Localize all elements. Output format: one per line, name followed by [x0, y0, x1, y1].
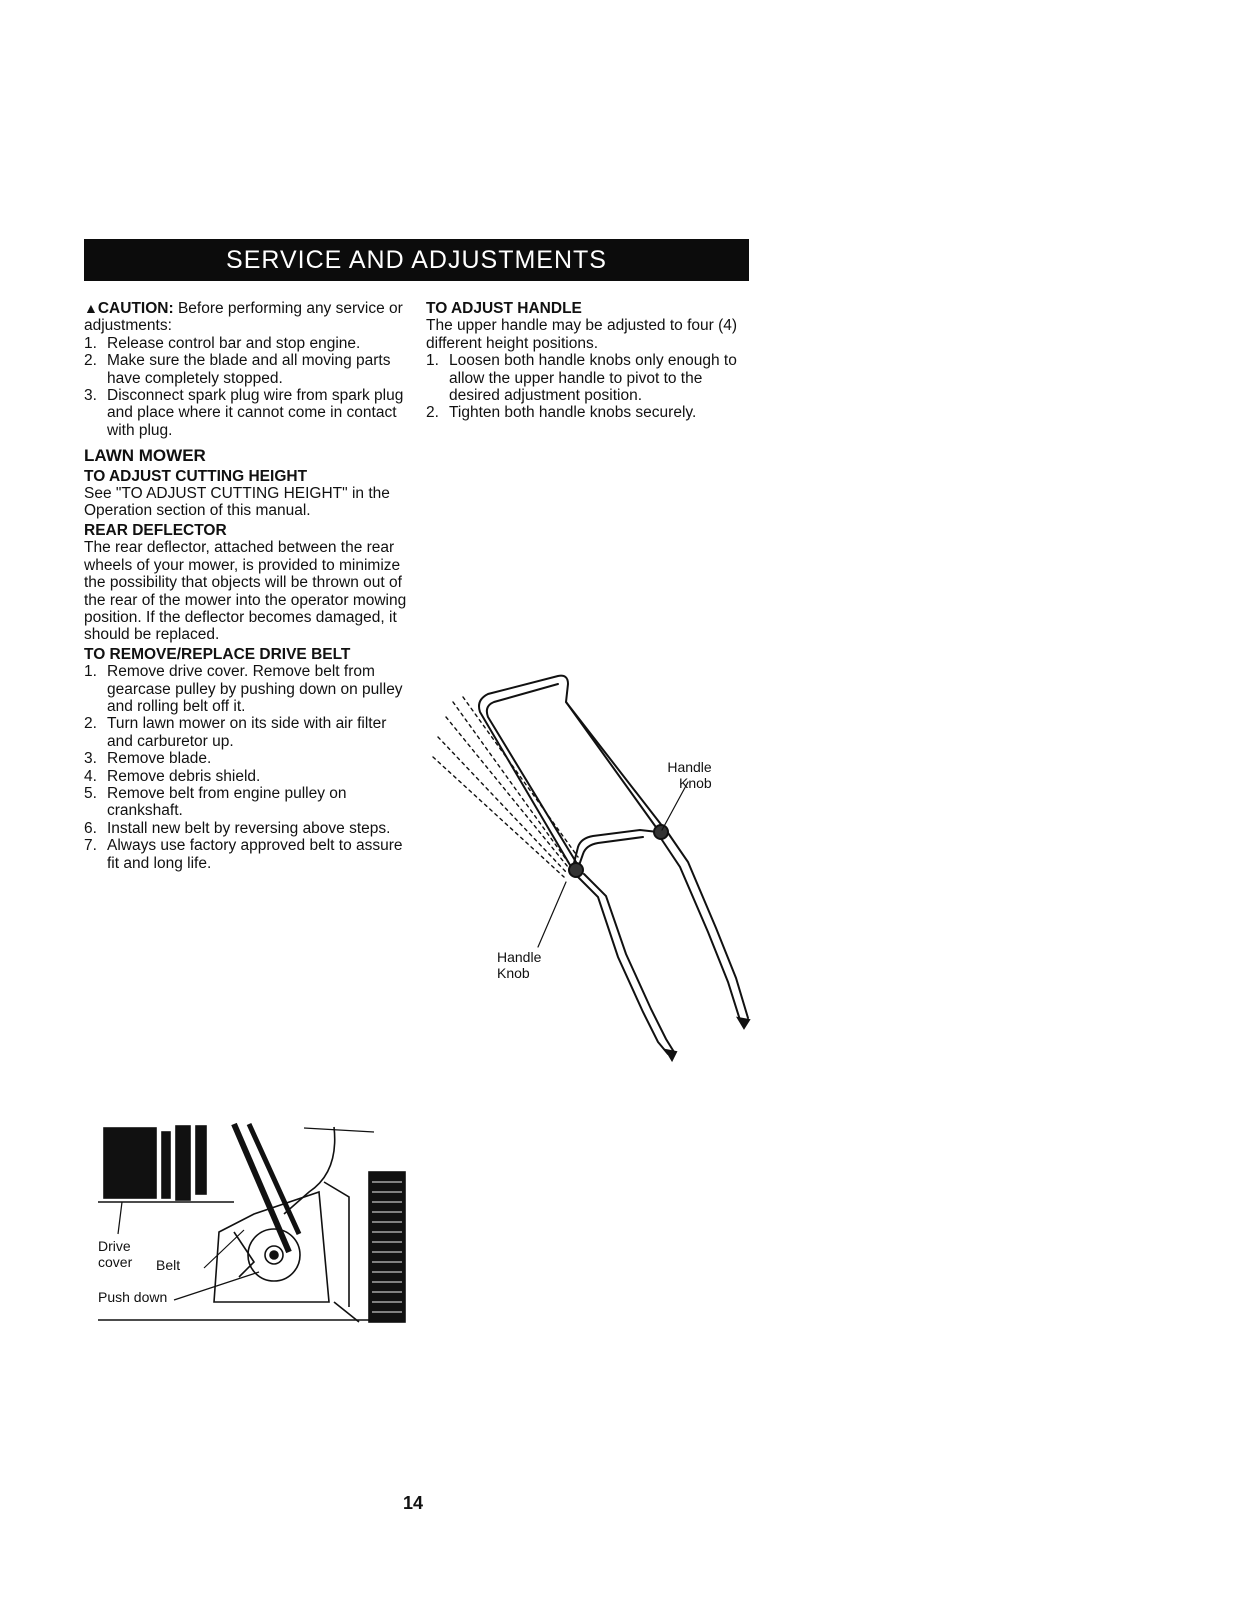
caution-label: CAUTION:: [97, 300, 174, 317]
adjust-handle-text: The upper handle may be adjusted to four (4) different height positions.: [426, 317, 738, 352]
lawn-mower-heading: LAWN MOWER: [84, 446, 206, 466]
rear-deflector-text: The rear deflector, attached between the rear wheels of your mower, is provided to minimize the possibility that objects will be thrown out of the rear of the mower into the operator mowing position. If the deflector becomes damaged, it should be replaced.: [84, 539, 407, 644]
belt-label: Belt: [156, 1257, 181, 1273]
list-item: 3. Remove blade.: [84, 750, 212, 768]
list-item: 2. Turn lawn mower on its side with air filter and carburetor up.: [84, 715, 387, 750]
drive-belt-figure: [84, 1122, 414, 1328]
adjust-handle-steps: [426, 352, 756, 422]
handle-knob-label-left: Handle Knob: [497, 949, 542, 981]
drive-belt-heading: TO REMOVE/REPLACE DRIVE BELT: [84, 645, 351, 663]
list-item: 6. Install new belt by reversing above steps.: [84, 819, 391, 837]
handle-illustration: [418, 662, 768, 1072]
handle-knob-label-right: Handle Knob: [667, 759, 712, 791]
list-item: 2. Make sure the blade and all moving parts have completely stopped.: [84, 352, 391, 387]
list-item: 3. Disconnect spark plug wire from spark plug and place where it cannot come in contact with plug.: [84, 387, 404, 439]
section-banner: SERVICE AND ADJUSTMENTS: [84, 239, 749, 281]
drive-belt-steps: [84, 663, 409, 872]
drive-cover-label: Drive cover: [98, 1238, 133, 1270]
push-down-label: Push down: [98, 1289, 168, 1305]
list-item: 7. Always use factory approved belt to assure fit and long life.: [84, 837, 403, 872]
caution-paragraph: [84, 300, 409, 335]
rear-deflector-heading: REAR DEFLECTOR: [84, 521, 227, 539]
caution-text: Before performing any service or adjustments:: [84, 300, 403, 335]
warning-triangle-icon: ▲: [84, 300, 98, 316]
list-item: 1. Remove drive cover. Remove belt from gearcase pulley by pushing down on pulley and rolling belt off it.: [84, 663, 403, 715]
right-column: [426, 300, 756, 422]
list-item: 1. Loosen both handle knobs only enough to allow the upper handle to pivot to the desired adjustment position.: [426, 352, 737, 405]
list-item: 2. Tighten both handle knobs securely.: [426, 404, 697, 422]
list-item: 1. Release control bar and stop engine.: [84, 334, 361, 352]
list-item: 5. Remove belt from engine pulley on crankshaft.: [84, 784, 347, 820]
caution-steps: [84, 335, 409, 439]
adjust-handle-heading: TO ADJUST HANDLE: [426, 300, 582, 317]
handle-adjustment-figure: [418, 662, 768, 1072]
cutting-height-heading: TO ADJUST CUTTING HEIGHT: [84, 467, 308, 485]
list-item: 4. Remove debris shield.: [84, 767, 261, 785]
cutting-height-text: See "TO ADJUST CUTTING HEIGHT" in the Operation section of this manual.: [84, 485, 390, 520]
left-column: [84, 300, 409, 872]
page-number: 14: [403, 1493, 424, 1513]
